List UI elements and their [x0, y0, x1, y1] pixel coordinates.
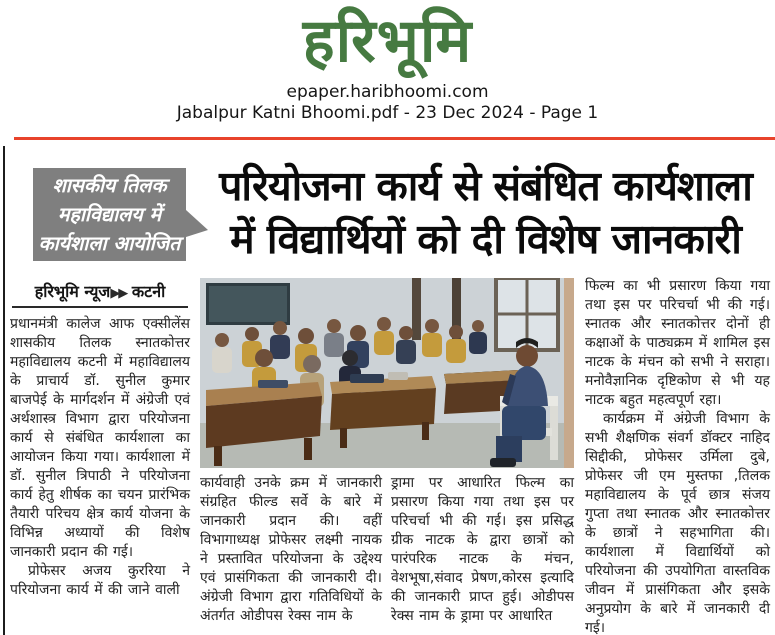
classroom-workshop-photo — [200, 278, 574, 468]
article-headline — [196, 160, 775, 266]
paragraph: ड्रामा पर आधारित फिल्म का प्रसारण किया गया तथा इस पर परिचर्चा भी की गई। इस प्रसिद्ध ग्रीक नाटक के द्वारा छात्रों को पारंपरिक नाटक के मंचन, वेशभूषा,संवाद प्रेषण,कोरस इत्यादि की जानकारी प्राप्त हुई। ओडीपस रेक्स नाम के ड्रामा पर आधारित — [391, 475, 574, 624]
paragraph: कार्यवाही उनके क्रम में जानकारी संग्रहित फील्ड सर्वे के बारे में जानकारी प्रदान की। वहीं विभागाध्यक्ष प्रोफेसर लक्ष्मी नायक ने प्रस्तावित परियोजना के उद्देश्य एवं प्रासंगिकता की जानकारी दी। अंग्रेजी विभाग द्वारा गतिविधियों के अंतर्गत ओडीपस रेक्स नाम के — [200, 475, 382, 624]
paragraph: कार्यक्रम में अंग्रेजी विभाग के सभी शैक्षणिक संवर्ग डॉक्टर नाहिद सिद्दीकी, प्रोफेसर उर्मिला दुबे, प्रोफेसर जी एम मुस्तफा ,तिलक महाविद्यालय के पूर्व छात्र संजय गुप्ता तथा स्नातक और स्नातकोत्तर के छात्रों ने सहभागिता की। कार्यशाला में विद्यार्थियों को परियोजना की उपयोगिता वास्तविक जीवन में प्रासंगिकता और इसके अनुप्रयोग के बारे में जानकारी दी गई। — [585, 411, 770, 635]
left-column-rule — [3, 146, 5, 635]
body-column-4 — [585, 277, 770, 635]
edition-file-info: Jabalpur Katni Bhoomi.pdf - 23 Dec 2024 - Page 1 — [176, 103, 599, 123]
paragraph: प्रोफेसर अजय कुररिया ने परियोजना कार्य में की जाने वाली — [10, 563, 190, 598]
haribhoomi-logo: हरिभूमि — [302, 6, 473, 76]
headline-line-1: परियोजना कार्य से संबंधित कार्यशाला — [219, 162, 752, 210]
byline-arrows-icon: ▶▶ — [110, 286, 127, 301]
body-column-3 — [391, 474, 574, 626]
kicker-line: कार्यशाला आयोजित — [38, 232, 181, 255]
kicker-callout — [33, 168, 186, 261]
byline — [12, 281, 188, 305]
byline-location: कटनी — [131, 282, 166, 301]
headline-line-2: में विद्यार्थियों को दी विशेष जानकारी — [230, 215, 741, 263]
top-red-rule — [14, 137, 775, 140]
paragraph: प्रधानमंत्री कालेज आफ एक्सीलेंस शासकीय तिलक स्नातकोत्तर महाविद्यालय कटनी में महाविद्यालय के प्राचार्य डॉ. सुनील कुमार बाजपेई के मार्गदर्शन में अंग्रेजी एवं अर्थशास्त्र विभाग द्वारा परियोजना कार्य से संबंधित कार्यशाला का आयोजन किया गया। कार्यशाला में डॉ. सुनील त्रिपाठी ने परियोजना कार्य हेतु शीर्षक का चयन प्रारंभिक तैयारी परिचय क्षेत्र कार्य योजना के विभिन्न अध्यायों की विशेष जानकारी प्रदान की गई। — [10, 316, 190, 560]
kicker-line: महाविद्यालय में — [57, 203, 162, 226]
paragraph: फिल्म का भी प्रसारण किया गया तथा इस पर परिचर्चा भी की गई।स्नातक और स्नातकोत्तर दोनों ही कक्षाओं के पाठ्यक्रम में शामिल इस नाटक के मंचन को सभी ने सराहा।मनोवैज्ञानिक दृष्टिकोण से भी यह नाटक बहुत महत्वपूर्ण रहा। — [585, 278, 770, 408]
kicker-line: शासकीय तिलक — [52, 174, 167, 197]
byline-rule — [12, 306, 188, 308]
epaper-url: epaper.haribhoomi.com — [286, 82, 489, 102]
masthead — [0, 2, 775, 124]
byline-agency: हरिभूमि न्यूज — [34, 282, 111, 301]
body-column-1 — [10, 315, 190, 600]
body-column-2 — [200, 474, 382, 626]
article-photo — [200, 278, 574, 468]
